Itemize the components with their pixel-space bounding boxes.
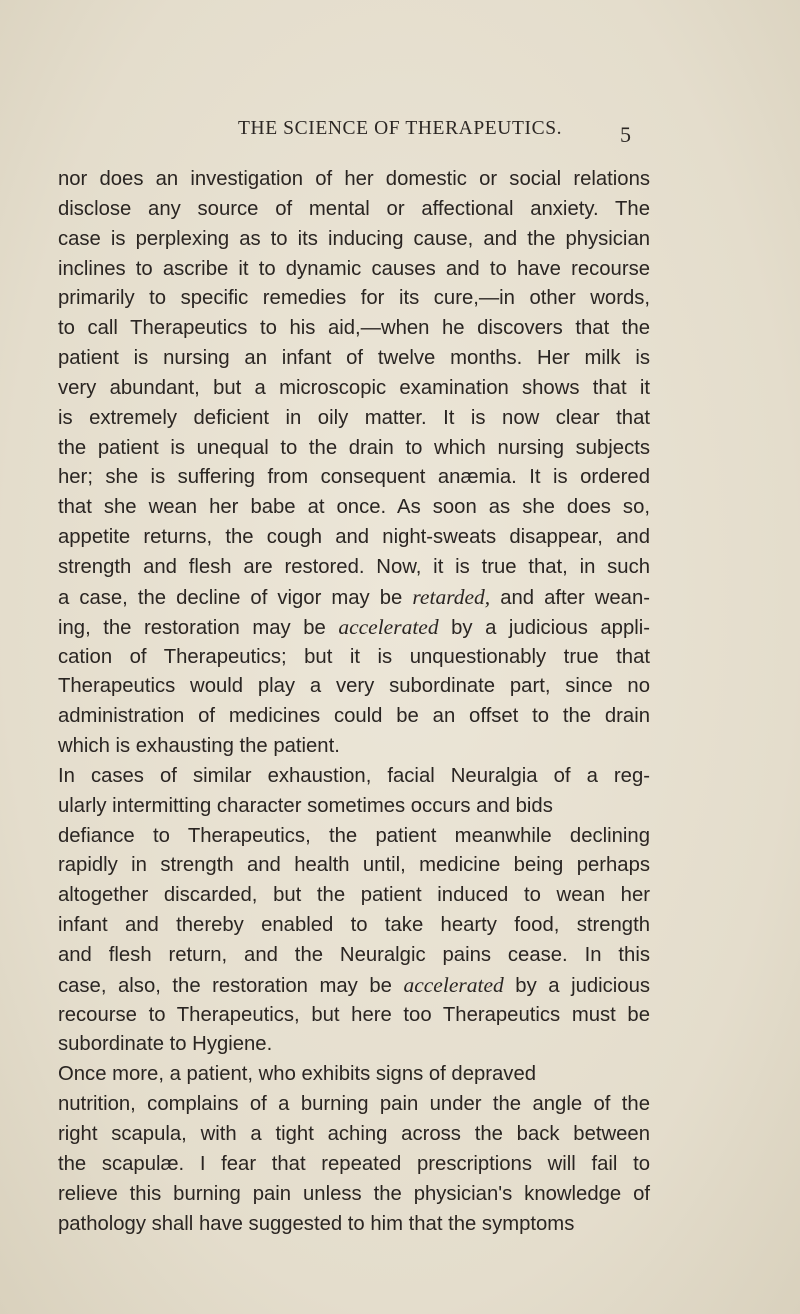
text-line-content: relieve this burning pain unless the physician's knowledge of <box>58 1182 650 1205</box>
text-line <box>58 851 650 881</box>
text-line <box>58 583 650 613</box>
text-line-content: defiance to Therapeutics, the patient meanwhile declining <box>58 824 650 847</box>
text-line <box>58 553 650 583</box>
text-line-content: Once more, a patient, who exhibits signs of depraved <box>58 1063 537 1086</box>
text-line <box>58 255 650 285</box>
text-line <box>58 881 650 911</box>
text-line-content: to call Therapeutics to his aid,—when he discovers that the <box>58 317 650 340</box>
text-segment: case, also, the restoration may be <box>58 974 404 997</box>
text-line <box>58 732 650 762</box>
text-line <box>58 672 650 702</box>
text-line-content: which is exhausting the patient. <box>58 735 340 758</box>
text-segment: and after wean- <box>490 586 650 609</box>
text-line <box>58 613 650 643</box>
text-line <box>58 1150 650 1180</box>
text-line-content: her; she is suffering from consequent anæmia. It is ordered <box>58 466 650 489</box>
text-line <box>58 225 650 255</box>
text-line-content: infant and thereby enabled to take hearty food, strength <box>58 914 650 937</box>
text-line-content: inclines to ascribe it to dynamic causes and to have recourse <box>58 257 650 280</box>
text-line-content: patient is nursing an infant of twelve months. Her milk is <box>58 347 650 370</box>
text-line-content: is extremely deficient in oily matter. It is now clear that <box>58 406 650 429</box>
text-line-content: ularly intermitting character sometimes occurs and bids <box>58 794 553 817</box>
page-number: 5 <box>620 122 631 147</box>
text-line <box>58 1001 650 1031</box>
text-line <box>58 792 650 822</box>
text-line-content: nor does an investigation of her domestic or social relations <box>58 168 650 190</box>
text-line-content: very abundant, but a microscopic examination shows that it <box>58 376 650 399</box>
text-line <box>58 523 650 553</box>
text-line <box>58 702 650 732</box>
text-line-content: case is perplexing as to its inducing cause, and the physician <box>58 227 650 250</box>
text-line <box>58 314 650 344</box>
text-line-content: pathology shall have suggested to him that the symptoms <box>58 1212 575 1235</box>
text-line-content: and flesh return, and the Neuralgic pains cease. In this <box>58 943 650 966</box>
text-line-content: rapidly in strength and health until, medicine being perhaps <box>58 854 650 877</box>
text-line-content: the patient is unequal to the drain to which nursing subjects <box>58 436 650 459</box>
text-line <box>58 434 650 464</box>
text-line-content: In cases of similar exhaustion, facial Neuralgia of a reg- <box>58 764 650 787</box>
text-line <box>58 404 650 434</box>
body-text <box>58 165 650 1239</box>
text-segment: a case, the decline of vigor may be <box>58 586 413 609</box>
text-line <box>58 374 650 404</box>
text-segment: by a judicious <box>503 974 650 997</box>
running-head: THE SCIENCE OF THERAPEUTICS. <box>238 118 563 139</box>
text-line <box>58 1120 650 1150</box>
text-line-content: appetite returns, the cough and night-sweats disappear, and <box>58 526 650 549</box>
text-line <box>58 1090 650 1120</box>
text-line-content: primarily to specific remedies for its cure,—in other words, <box>58 287 650 310</box>
text-line <box>58 284 650 314</box>
text-line <box>58 822 650 852</box>
text-line <box>58 463 650 493</box>
text-line-content: nutrition, complains of a burning pain under the angle of the <box>58 1093 650 1116</box>
text-line <box>58 762 650 792</box>
text-line <box>58 643 650 673</box>
text-line-content: subordinate to Hygiene. <box>58 1033 273 1056</box>
text-segment: by a judicious appli- <box>438 616 650 639</box>
text-line-content: the scapulæ. I fear that repeated prescriptions will fail to <box>58 1152 650 1175</box>
text-line <box>58 493 650 523</box>
text-line-content: that she wean her babe at once. As soon as she does so, <box>58 496 650 519</box>
text-line-content: recourse to Therapeutics, but here too Therapeutics must be <box>58 1003 650 1026</box>
text-line <box>58 1180 650 1210</box>
text-line <box>58 165 650 195</box>
text-line-content: altogether discarded, but the patient induced to wean her <box>58 884 650 907</box>
text-line <box>58 195 650 225</box>
text-line <box>58 941 650 971</box>
text-line <box>58 1060 650 1090</box>
emphasis-word: accelerated <box>338 614 439 639</box>
text-line <box>58 1030 650 1060</box>
text-line <box>58 911 650 941</box>
text-line-content: right scapula, with a tight aching across the back between <box>58 1123 650 1145</box>
text-line <box>58 971 650 1001</box>
text-line <box>58 344 650 374</box>
text-segment: ing, the restoration may be <box>58 616 339 639</box>
text-line-content: cation of Therapeutics; but it is unquestionably true that <box>58 645 650 668</box>
page-header <box>0 118 800 148</box>
text-line-content: administration of medicines could be an offset to the drain <box>58 705 650 728</box>
emphasis-word: retarded, <box>412 584 491 609</box>
text-line-content: Therapeutics would play a very subordinate part, since no <box>58 675 650 698</box>
text-line <box>58 1210 650 1240</box>
text-line-content: strength and flesh are restored. Now, it is true that, in such <box>58 555 650 578</box>
text-line-content: disclose any source of mental or affectional anxiety. The <box>58 197 650 220</box>
emphasis-word: accelerated <box>403 972 504 997</box>
